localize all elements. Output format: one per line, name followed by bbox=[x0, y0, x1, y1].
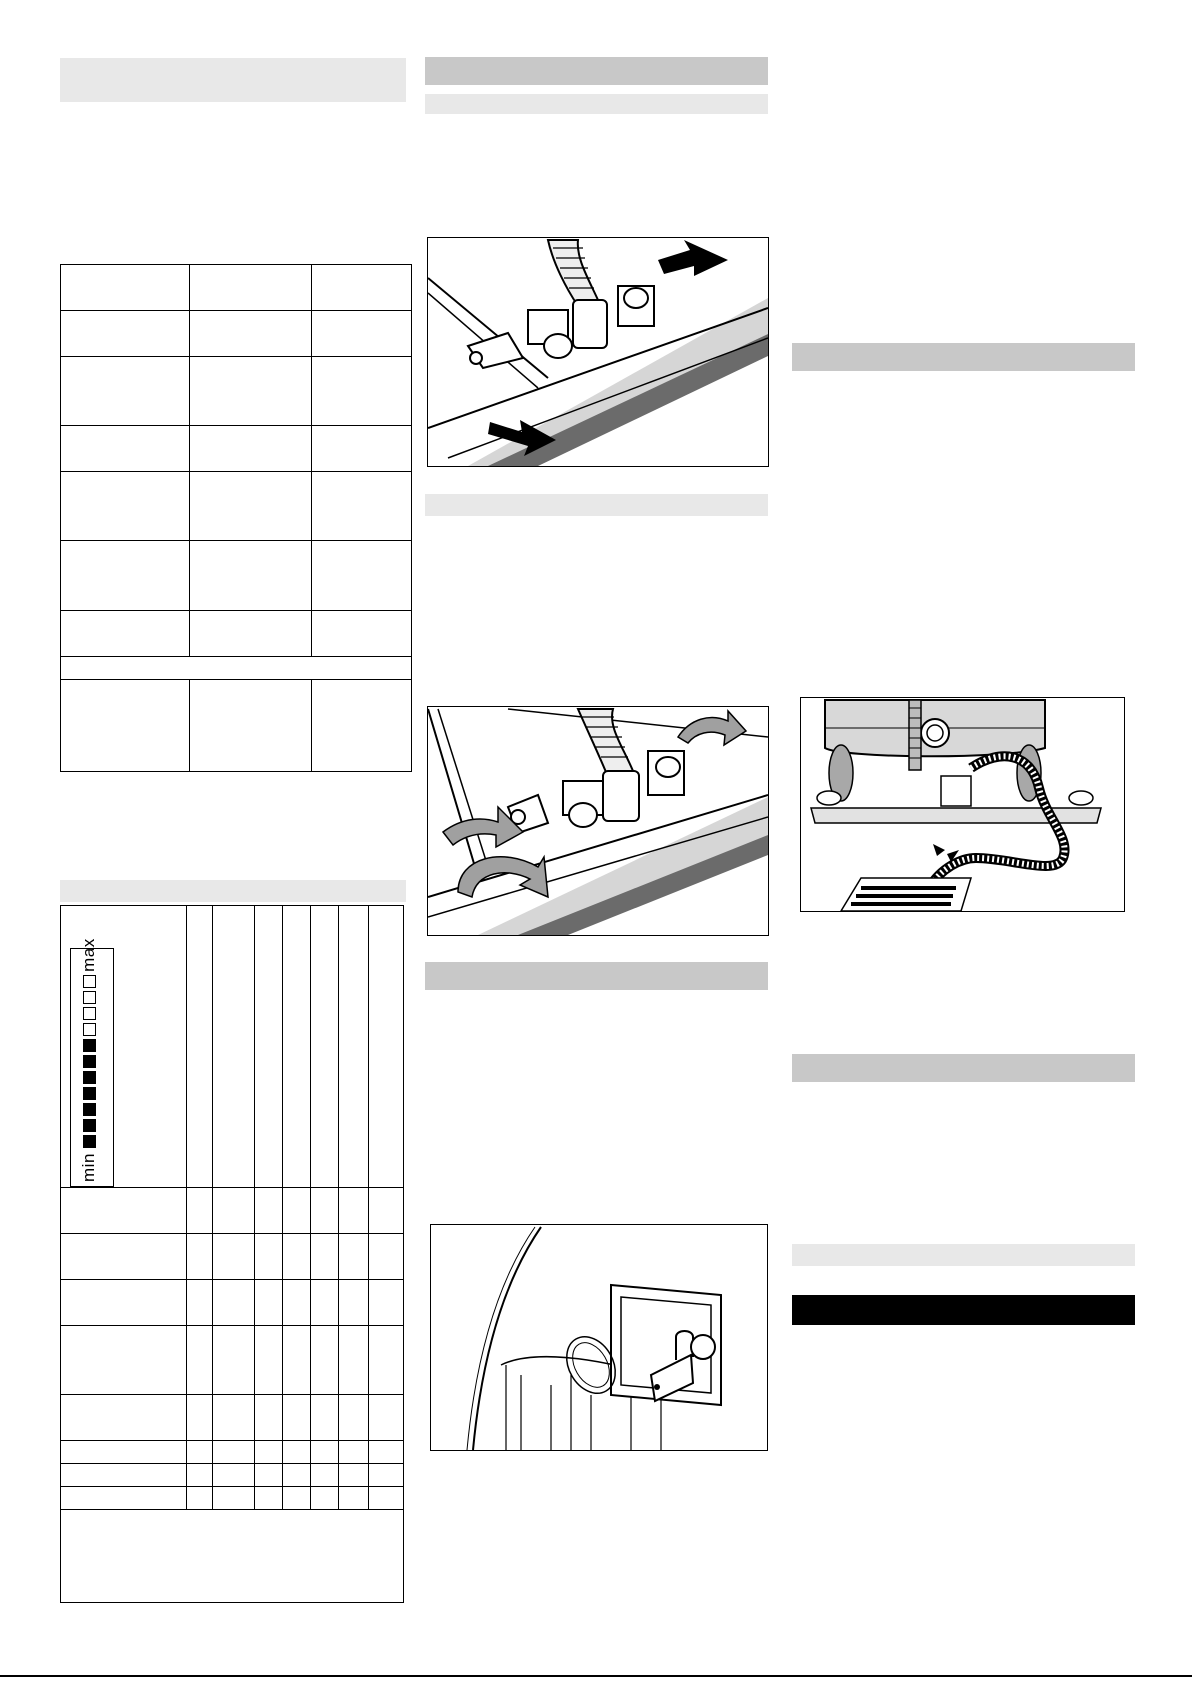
table-cell bbox=[311, 1395, 339, 1441]
table-cell bbox=[283, 1234, 311, 1280]
table-cell bbox=[61, 1326, 187, 1395]
table-cell bbox=[311, 906, 339, 1188]
scale-filled-box bbox=[83, 1103, 96, 1116]
table-cell bbox=[369, 1395, 404, 1441]
suction-hose-machine-illustration bbox=[800, 697, 1125, 912]
table-cell bbox=[190, 311, 312, 357]
table-cell bbox=[369, 1188, 404, 1234]
table-cell bbox=[190, 541, 312, 610]
table-cell bbox=[339, 1395, 369, 1441]
table-cell bbox=[190, 679, 312, 771]
table-cell bbox=[213, 1464, 255, 1487]
table-cell bbox=[339, 1234, 369, 1280]
table-cell bbox=[339, 1280, 369, 1326]
table-cell bbox=[187, 1464, 213, 1487]
table-cell bbox=[283, 1395, 311, 1441]
section-header-bar bbox=[60, 880, 406, 902]
table-cell bbox=[213, 1441, 255, 1464]
table-cell bbox=[61, 265, 190, 311]
section-header-bar bbox=[425, 962, 768, 990]
table-cell bbox=[61, 426, 190, 472]
table-cell bbox=[312, 265, 412, 311]
squeegee-hose-removal-illustration bbox=[427, 237, 769, 467]
section-header-bar bbox=[792, 1244, 1135, 1266]
table-cell bbox=[190, 610, 312, 656]
table-cell bbox=[190, 265, 312, 311]
scale-empty-box bbox=[83, 1007, 96, 1020]
section-header-bar bbox=[792, 343, 1135, 371]
table-cell bbox=[339, 1326, 369, 1395]
table-cell bbox=[61, 357, 190, 426]
table-cell bbox=[255, 906, 283, 1188]
table-cell bbox=[187, 1441, 213, 1464]
table-cell bbox=[255, 1234, 283, 1280]
table-cell bbox=[339, 1464, 369, 1487]
table-cell bbox=[213, 1487, 255, 1510]
table-cell bbox=[190, 357, 312, 426]
scale-filled-box bbox=[83, 1071, 96, 1084]
footer-rule bbox=[0, 1675, 1192, 1677]
section-header-bar bbox=[425, 94, 768, 114]
table-cell bbox=[213, 906, 255, 1188]
table-cell bbox=[311, 1188, 339, 1234]
warning-banner bbox=[792, 1295, 1135, 1325]
scale-glyph-strip bbox=[79, 938, 309, 1208]
table-cell bbox=[283, 1487, 311, 1510]
table-cell bbox=[255, 1280, 283, 1326]
section-header-bar bbox=[425, 494, 768, 516]
table-cell bbox=[255, 1441, 283, 1464]
squeegee-mount-rotate-illustration bbox=[427, 706, 769, 936]
table-cell bbox=[369, 1441, 404, 1464]
table-cell bbox=[283, 1441, 311, 1464]
table-cell bbox=[369, 1326, 404, 1395]
table-cell bbox=[369, 906, 404, 1188]
scale-filled-box bbox=[83, 1087, 96, 1100]
table-cell bbox=[312, 426, 412, 472]
table-cell bbox=[190, 426, 312, 472]
table-cell bbox=[369, 1280, 404, 1326]
table-cell bbox=[213, 1234, 255, 1280]
table-cell bbox=[369, 1464, 404, 1487]
table-cell bbox=[312, 679, 412, 771]
table-cell bbox=[339, 1441, 369, 1464]
specification-table bbox=[60, 264, 412, 772]
table-cell bbox=[312, 610, 412, 656]
scale-empty-box bbox=[83, 991, 96, 1004]
table-cell bbox=[187, 1487, 213, 1510]
table-cell bbox=[213, 1326, 255, 1395]
scale-filled-box bbox=[83, 1055, 96, 1068]
table-cell bbox=[312, 311, 412, 357]
table-cell bbox=[311, 1326, 339, 1395]
table-cell bbox=[190, 472, 312, 541]
table-cell bbox=[312, 541, 412, 610]
table-cell bbox=[61, 1510, 404, 1603]
table-cell bbox=[255, 1326, 283, 1395]
table-cell bbox=[61, 610, 190, 656]
scale-min-label: min bbox=[79, 1147, 98, 1182]
table-cell bbox=[339, 1188, 369, 1234]
table-cell bbox=[311, 1234, 339, 1280]
section-header-bar bbox=[425, 57, 768, 85]
table-cell bbox=[213, 1395, 255, 1441]
table-cell bbox=[213, 1280, 255, 1326]
table-cell bbox=[61, 472, 190, 541]
table-cell bbox=[255, 1464, 283, 1487]
table-cell bbox=[311, 1487, 339, 1510]
scale-max-label: max bbox=[79, 938, 98, 972]
scale-filled-box bbox=[83, 1135, 96, 1148]
table-cell bbox=[61, 1234, 187, 1280]
table-cell bbox=[61, 1441, 187, 1464]
table-cell bbox=[61, 1395, 187, 1441]
table-cell bbox=[61, 1487, 187, 1510]
table-cell bbox=[311, 1280, 339, 1326]
scale-empty-box bbox=[83, 975, 96, 988]
table-cell bbox=[187, 1395, 213, 1441]
table-cell bbox=[255, 1487, 283, 1510]
table-cell bbox=[187, 1326, 213, 1395]
table-cell bbox=[61, 311, 190, 357]
section-header-bar bbox=[60, 58, 406, 102]
table-cell bbox=[61, 541, 190, 610]
table-cell bbox=[283, 906, 311, 1188]
table-cell bbox=[187, 1280, 213, 1326]
table-cell bbox=[187, 906, 213, 1188]
table-cell bbox=[339, 1487, 369, 1510]
section-header-bar bbox=[792, 1054, 1135, 1082]
table-cell bbox=[61, 679, 190, 771]
scale-filled-box bbox=[83, 1039, 96, 1052]
table-cell bbox=[61, 1464, 187, 1487]
table-cell bbox=[312, 472, 412, 541]
table-cell bbox=[61, 656, 412, 679]
table-cell bbox=[311, 1464, 339, 1487]
table-cell bbox=[312, 357, 412, 426]
drain-valve-detail-illustration bbox=[430, 1224, 768, 1451]
table-cell bbox=[283, 1280, 311, 1326]
table-cell bbox=[255, 1395, 283, 1441]
scale-filled-box bbox=[83, 1119, 96, 1132]
table-cell bbox=[369, 1234, 404, 1280]
table-cell bbox=[369, 1487, 404, 1510]
scale-rotated-group bbox=[79, 938, 99, 1182]
table-cell bbox=[187, 1234, 213, 1280]
table-cell bbox=[61, 1280, 187, 1326]
table-cell bbox=[339, 906, 369, 1188]
scale-empty-box bbox=[83, 1023, 96, 1036]
table-cell bbox=[283, 1326, 311, 1395]
table-cell bbox=[311, 1441, 339, 1464]
table-cell bbox=[283, 1464, 311, 1487]
